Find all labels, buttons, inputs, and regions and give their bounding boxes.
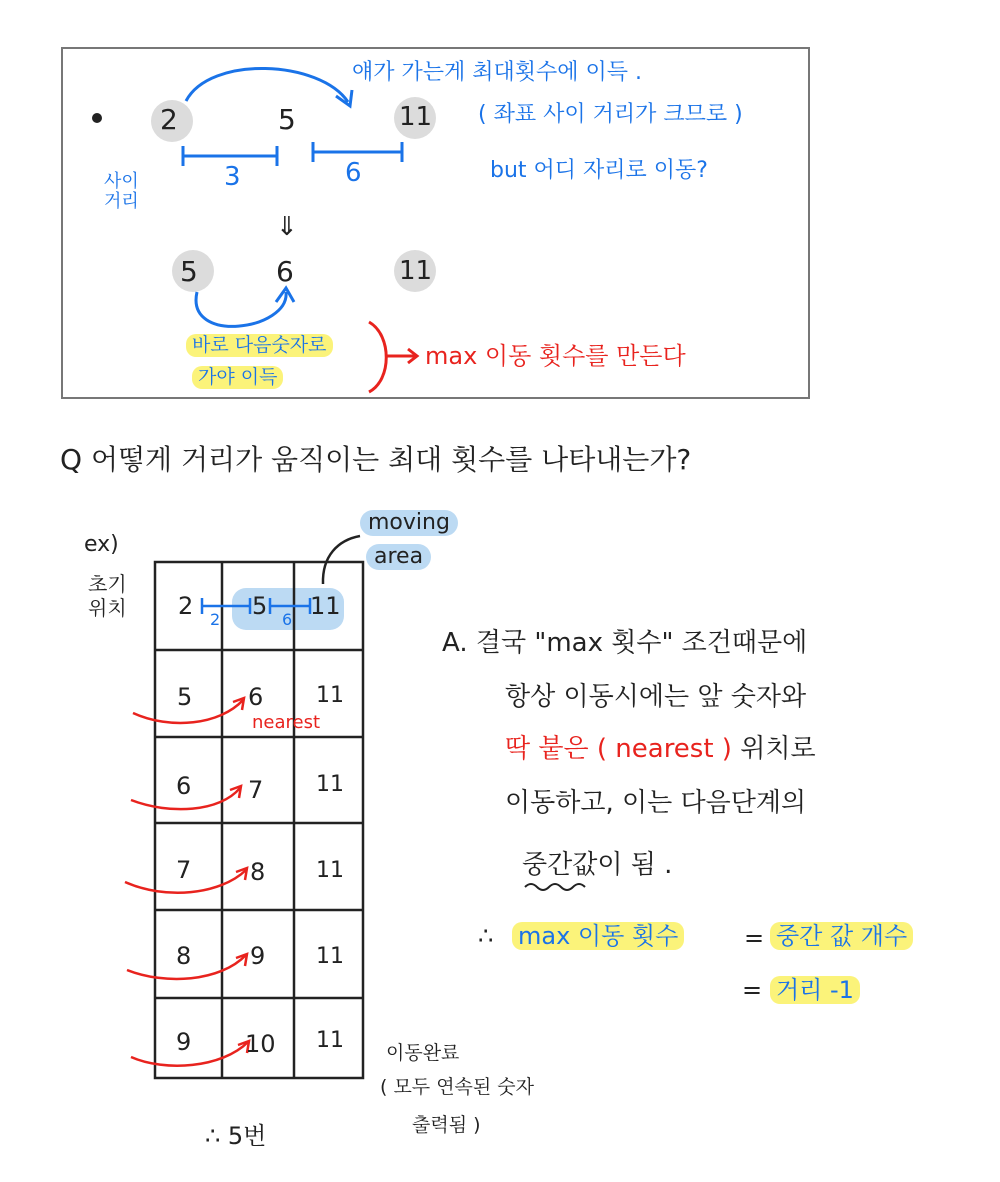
moving-area-label-2: area	[366, 544, 431, 570]
middle-value-text: 중간값	[522, 850, 598, 880]
result-text: max 이동 횟수를 만든다	[425, 342, 686, 370]
equation-sign-2: =	[742, 976, 763, 1004]
row5-cell1: 9	[176, 1028, 192, 1056]
answer-line-4: 이동하고, 이는 다음단계의	[505, 788, 807, 818]
move-text-2: 가야 이득	[192, 366, 283, 389]
grid-table	[155, 562, 363, 1078]
therefore-symbol: ∴	[478, 922, 494, 950]
gap-value-1: 3	[224, 162, 241, 192]
red-bracket	[369, 322, 386, 392]
answer-line-5	[522, 852, 672, 878]
init-cell-1: 2	[178, 592, 194, 620]
note-line-1: 얘가 가는게 최대횟수에 이득 .	[352, 60, 642, 85]
nearest-label: nearest	[252, 712, 321, 733]
row2-cell3: 11	[316, 772, 344, 797]
equation-right-2: 거리 -1	[770, 976, 860, 1004]
answer-position-text: 위치로	[731, 734, 816, 764]
top-value-1: 2	[160, 103, 178, 136]
top-value-2: 5	[278, 103, 296, 136]
question-text: Q 어떻게 거리가 움직이는 최대 횟수를 나타내는가?	[60, 443, 692, 476]
jump-arrow	[186, 68, 348, 102]
bottom-value-1: 5	[180, 255, 198, 288]
row4-cell2: 9	[250, 942, 266, 970]
row1-cell1: 5	[177, 683, 193, 711]
equation-right-1: 중간 값 개수	[770, 922, 913, 950]
row2-cell1: 6	[176, 772, 192, 800]
squiggle-underline	[525, 884, 585, 890]
row2-cell2: 7	[248, 776, 264, 804]
distance-label: 사이 거리	[104, 171, 139, 212]
row1-cell3: 11	[316, 683, 344, 708]
top-value-3: 11	[399, 102, 433, 132]
row3-cell1: 7	[176, 856, 192, 884]
row1-cell2: 6	[248, 683, 264, 711]
moving-area-pointer	[323, 536, 360, 584]
row5-cell2: 10	[245, 1030, 276, 1058]
answer-line-5-rest: 이 됨 .	[597, 850, 673, 880]
init-cell-3: 11	[310, 592, 341, 620]
row5-cell3: 11	[316, 1028, 344, 1053]
row4-cell3: 11	[316, 944, 344, 969]
bullet-dot	[92, 113, 102, 123]
move-arrow	[196, 292, 286, 326]
note-line-2: ( 좌표 사이 거리가 크므로 )	[478, 102, 743, 127]
moving-area-label-1: moving	[360, 510, 458, 536]
answer-nearest-text: 딱 붙은 ( nearest )	[505, 734, 732, 764]
equation-sign-1: =	[744, 924, 765, 952]
init-gap-1: 2	[210, 610, 221, 629]
init-gap-2: 6	[282, 610, 293, 629]
row4-cell1: 8	[176, 942, 192, 970]
move-count: ∴ 5번	[205, 1122, 267, 1150]
init-cell-2: 5	[252, 592, 268, 620]
down-arrow: ⇓	[276, 212, 298, 242]
row3-cell3: 11	[316, 858, 344, 883]
done-label-1: 이동완료	[386, 1042, 460, 1064]
answer-line-3	[505, 736, 816, 762]
move-text-1: 바로 다음숫자로	[186, 334, 333, 357]
row3-cell2: 8	[250, 858, 266, 886]
bottom-value-2: 6	[276, 255, 294, 288]
answer-line-2: 항상 이동시에는 앞 숫자와	[505, 682, 807, 712]
gap-value-2: 6	[345, 158, 362, 188]
done-label-2: ( 모두 연속된 숫자	[380, 1076, 535, 1098]
equation-left: max 이동 횟수	[512, 922, 684, 950]
initial-position-label: 초기 위치	[88, 572, 127, 620]
note-line-3: but 어디 자리로 이동?	[490, 158, 708, 183]
done-label-3: 출력됨 )	[412, 1114, 481, 1136]
bottom-value-3: 11	[399, 256, 433, 286]
answer-line-1: A. 결국 "max 횟수" 조건때문에	[442, 628, 808, 658]
ex-label: ex)	[84, 532, 119, 557]
